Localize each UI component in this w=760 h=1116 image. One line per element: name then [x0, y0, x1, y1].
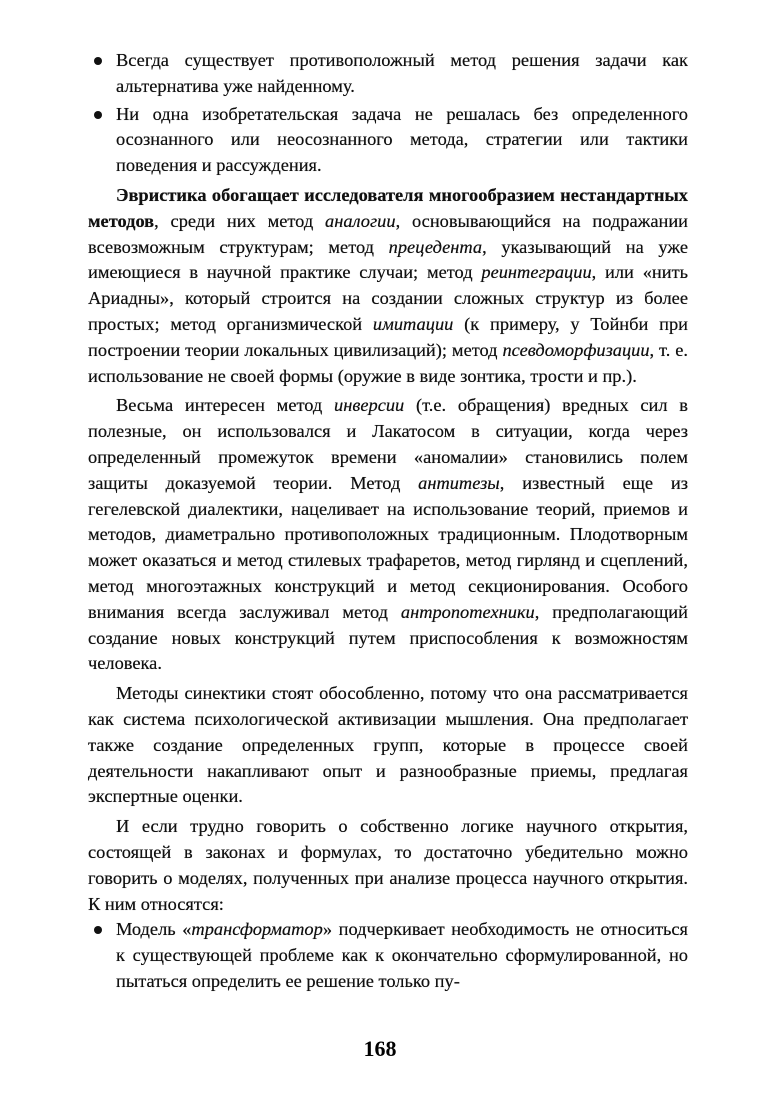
term-transformer: трансформатор — [191, 919, 323, 940]
page-body — [88, 48, 688, 997]
text-run: , указывающий на уже имеющиеся в научной практике случаи; метод — [88, 236, 688, 283]
text-run: , среди них метод — [154, 210, 326, 231]
bullet-text: Ни одна изобретательская задача не решалась без определенного осознанного или неосознанного метода, стратегии или тактики поведения и рассуждения. — [116, 103, 688, 176]
text-run: Весьма интересен метод — [116, 395, 335, 416]
text-run: » подчеркивает необходимость не относиться к существующей проблеме как к окончательно сформулированной, но пытаться определить ее решение только пу- — [116, 919, 688, 991]
paragraph-inversion — [88, 393, 688, 677]
paragraph-synectics: Методы синектики стоят обособленно, потому что она рассматривается как система психологической активизации мышления. Она предполагает также создание определенных групп, которые в процессе своей деятельности накапливают опыт и разнообразные приемы, предлагая экспертные оценки. — [88, 683, 688, 807]
bullet-icon — [94, 926, 102, 934]
list-item — [88, 917, 688, 994]
term-inversion: инверсии — [334, 395, 405, 416]
bullet-icon — [94, 57, 102, 65]
term-analogy: аналогии — [325, 210, 396, 231]
bullet-icon — [94, 111, 102, 119]
bullet-text: Всегда существует противоположный метод решения задачи как альтернатива уже найденному. — [116, 50, 688, 96]
text-run: Модель « — [116, 919, 192, 940]
paragraph-models: И если трудно говорить о собственно логике научного открытия, состоящей в законах и формулах, то достаточно убедительно можно говорить о моделях, полученных при анализе процесса научного открытия. К ним относятся: — [88, 816, 688, 914]
list-item — [88, 102, 688, 179]
bullet-text — [116, 919, 688, 991]
term-anthropotechnics: антропотехники — [400, 601, 535, 622]
text-run: , т. е. использование не своей формы (оружие в виде зонтика, трости и пр.). — [88, 339, 688, 386]
term-antithesis: антитезы — [418, 472, 500, 493]
paragraph-heuristics — [88, 183, 688, 389]
text-run: (к примеру, у Тойнби при построении теории локальных цивилизаций); метод — [88, 313, 689, 360]
bold-lead: Эвристика обогащает исследователя многообразием нестандартных методов — [88, 184, 688, 231]
text-run: (т.е. обращения) вредных сил в полезные, он использовался и Лакатосом в ситуации, когда через определенный промежуток времени «аномалии» становились полем защиты доказуемой теории. Метод — [88, 395, 688, 493]
list-item — [88, 48, 688, 100]
text-run: , предполагающий создание новых конструкций путем приспособления к возможностям человека. — [88, 601, 688, 674]
term-pseudomorphization: псевдоморфизации — [502, 339, 650, 360]
text-run: , известный еще из гегелевской диалектики, нацеливает на использование теорий, приемов и методов, диаметрально противоположных традиционным. Плодотворным может оказаться и метод стилевых трафаретов, метод гирлянд и сцеплений, метод многоэтажных конструкций и метод секционирования. Особого внимания всегда заслуживал метод — [88, 472, 688, 622]
text-run: , основывающийся на подражании всевозможным структурам; метод — [88, 210, 689, 257]
page-number: 168 — [363, 1036, 397, 1061]
term-imitation: имитации — [372, 313, 454, 334]
term-reintegration: реинтеграции — [481, 262, 592, 283]
term-precedent: прецедента — [388, 236, 483, 257]
text-run: , или «нить Ариадны», который строится на создании сложных структур из более простых; метод организмической — [88, 262, 688, 334]
